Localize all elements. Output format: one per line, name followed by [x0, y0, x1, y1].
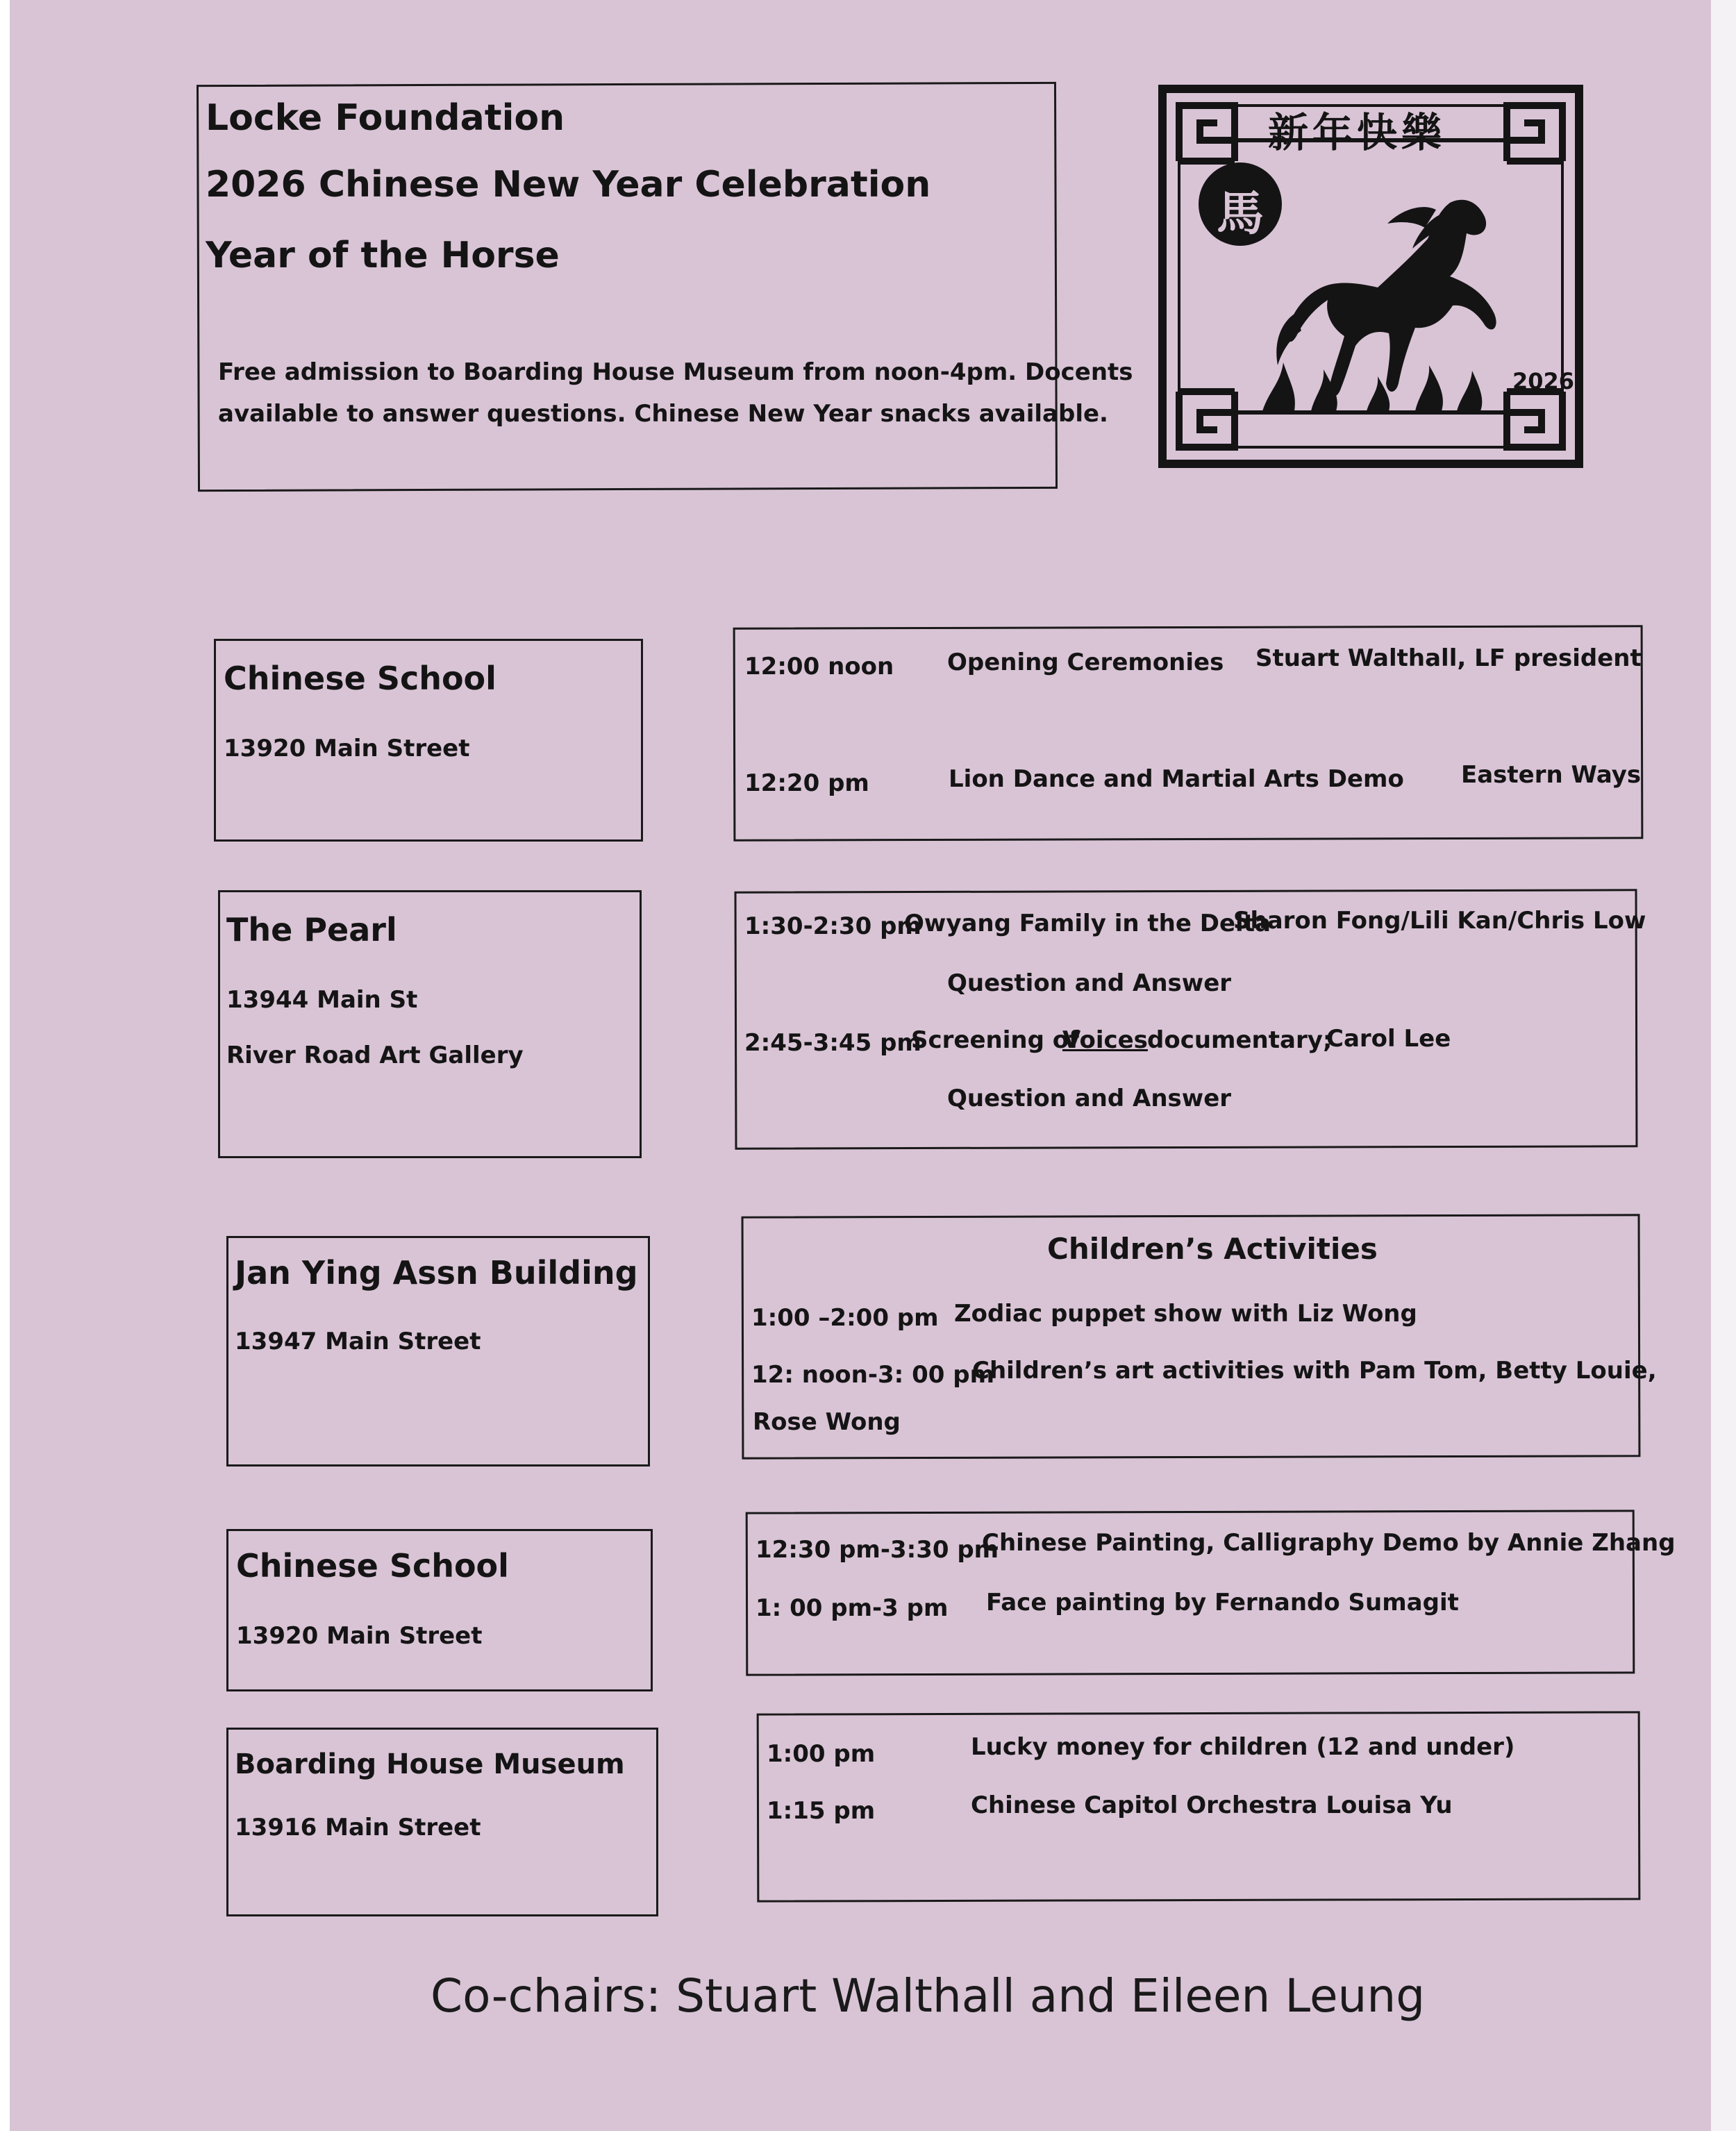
event-time: 1: 00 pm-3 pm — [756, 1594, 949, 1622]
admission-info-line1: Free admission to Boarding House Museum from noon-4pm. Docents — [218, 358, 1133, 386]
event-presenter: Stuart Walthall, LF president — [1255, 644, 1642, 672]
event-note: Question and Answer — [947, 969, 1232, 997]
venue-name: Chinese School — [236, 1547, 509, 1585]
horse-character: 馬 — [1217, 187, 1265, 242]
event-note: Question and Answer — [947, 1085, 1232, 1112]
event-title: Zodiac puppet show with Liz Wong — [954, 1300, 1417, 1328]
venue-address: 13920 Main Street — [224, 735, 470, 762]
event-presenter: Carol Lee — [1326, 1025, 1451, 1053]
horse-year-logo — [1158, 85, 1583, 468]
event-presenter: Eastern Ways — [1461, 761, 1642, 789]
section-heading: Children’s Activities — [1047, 1232, 1378, 1266]
flames-icon — [1262, 362, 1482, 411]
scan-margin — [1711, 0, 1736, 2131]
header-box — [197, 82, 1058, 492]
event-time: 1:00 –2:00 pm — [751, 1304, 939, 1332]
event-time: 12:00 noon — [744, 653, 894, 680]
venue-name: Boarding House Museum — [235, 1748, 625, 1780]
venue-name: Chinese School — [224, 660, 496, 697]
venue-name: The Pearl — [226, 911, 397, 948]
admission-info-line2: available to answer questions. Chinese New Year snacks available. — [218, 400, 1108, 428]
documentary-title: Voices — [1062, 1026, 1148, 1054]
event-title: Chinese Capitol Orchestra Louisa Yu — [971, 1791, 1453, 1819]
event-time: 1:00 pm — [767, 1740, 876, 1768]
event-title: Lion Dance and Martial Arts Demo — [949, 765, 1404, 793]
venue-address: 13920 Main Street — [236, 1622, 483, 1650]
event-time: 12: noon-3: 00 pm — [751, 1361, 994, 1389]
event-title: Children’s art activities with Pam Tom, Betty Louie, — [972, 1357, 1657, 1385]
venue-name: Jan Ying Assn Building — [235, 1254, 638, 1292]
event-time: 12:30 pm-3:30 pm — [756, 1536, 999, 1564]
event-title: Opening Ceremonies — [947, 649, 1224, 676]
event-title: Chinese Painting, Calligraphy Demo by Annie Zhang — [982, 1529, 1676, 1557]
venue-address: 13944 Main St — [226, 986, 418, 1014]
event-title: 2026 Chinese New Year Celebration — [206, 164, 931, 206]
foundation-name: Locke Foundation — [206, 97, 565, 139]
event-presenter: Sharon Fong/Lili Kan/Chris Low — [1233, 907, 1646, 935]
event-title: Face painting by Fernando Sumagit — [986, 1589, 1459, 1616]
year-theme: Year of the Horse — [206, 235, 560, 276]
event-time: 1:30-2:30 pm — [744, 912, 921, 940]
logo-year: 2026 — [1512, 368, 1575, 394]
venue-address: 13947 Main Street — [235, 1328, 481, 1355]
horse-icon — [1276, 200, 1496, 397]
event-time: 12:20 pm — [744, 769, 869, 797]
event-title: Owyang Family in the Delta — [904, 910, 1271, 937]
venue-address: 13916 Main Street — [235, 1814, 481, 1841]
event-title-suffix: documentary; — [1147, 1026, 1333, 1054]
event-title: Lucky money for children (12 and under) — [971, 1733, 1515, 1761]
greeting-characters: 新年快樂 — [1268, 109, 1446, 156]
venue-gallery: River Road Art Gallery — [226, 1042, 524, 1069]
event-time: 2:45-3:45 pm — [744, 1029, 921, 1057]
co-chairs-footer: Co-chairs: Stuart Walthall and Eileen Leung — [431, 1969, 1426, 2023]
event-title-prefix: Screening of — [911, 1026, 1079, 1054]
event-time: 1:15 pm — [767, 1797, 876, 1825]
event-title-continued: Rose Wong — [753, 1408, 901, 1436]
